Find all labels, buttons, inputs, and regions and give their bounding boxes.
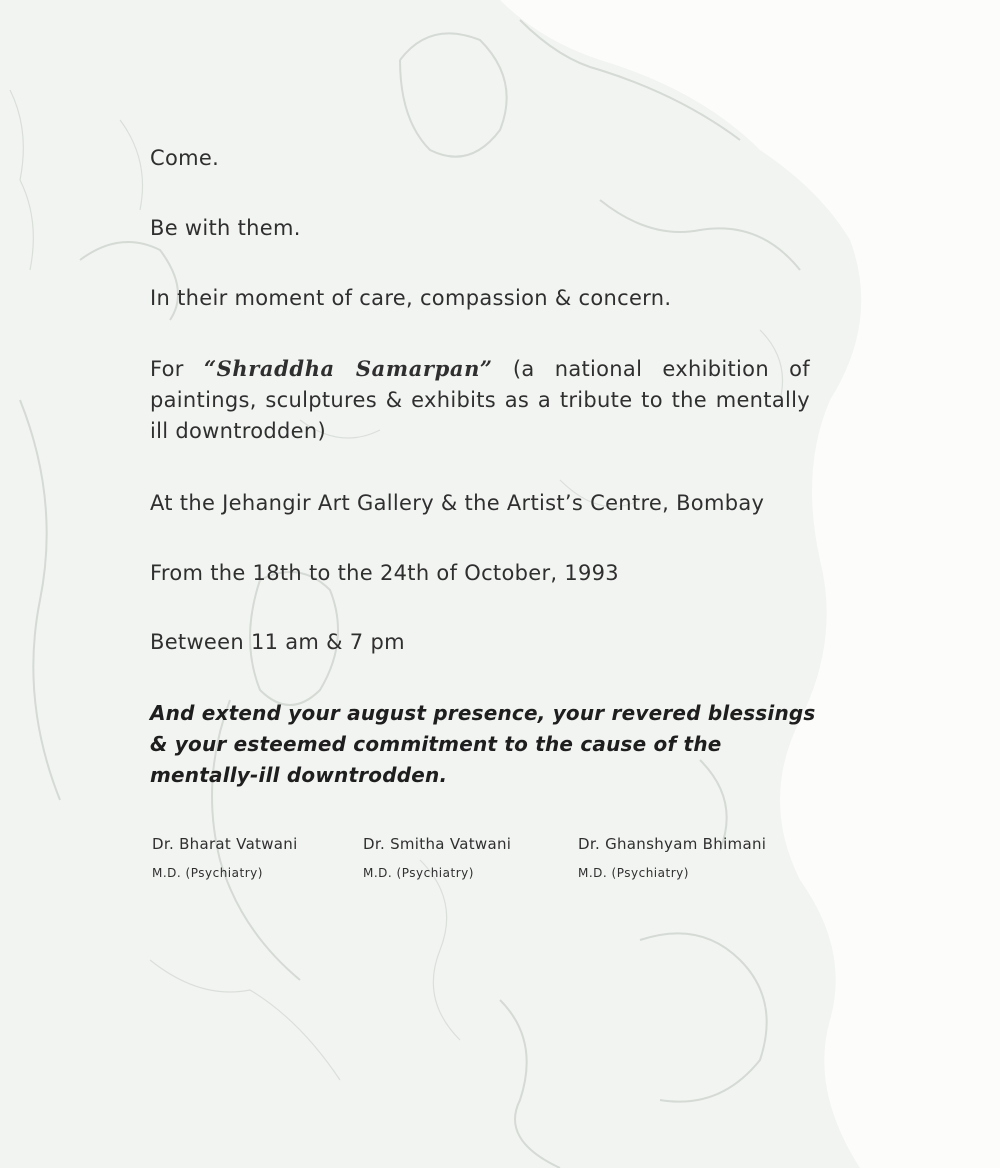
exhibition-subtitle: (a national exhibition of paintings, sculptures & exhibits as a tribute to the mentally ill downtrodden) — [150, 357, 810, 443]
line-come: Come. — [150, 146, 220, 170]
signatory-degree: M.D. (Psychiatry) — [152, 866, 263, 880]
signatory-degree: M.D. (Psychiatry) — [578, 866, 689, 880]
signatory-name: Dr. Ghanshyam Bhimani — [578, 835, 767, 853]
signatory-name: Dr. Bharat Vatwani — [152, 835, 298, 853]
line-moment-of-care: In their moment of care, compassion & concern. — [150, 286, 672, 310]
time-line: Between 11 am & 7 pm — [150, 630, 405, 654]
venue-line: At the Jehangir Art Gallery & the Artist’s Centre, Bombay — [150, 491, 765, 515]
signatory-degree: M.D. (Psychiatry) — [363, 866, 474, 880]
exhibition-description — [150, 353, 810, 447]
line-be-with-them: Be with them. — [150, 216, 301, 240]
dates-line: From the 18th to the 24th of October, 1993 — [150, 561, 619, 585]
signatory-name: Dr. Smitha Vatwani — [363, 835, 512, 853]
signatory — [578, 834, 766, 881]
signatory — [152, 834, 298, 881]
appeal-paragraph: And extend your august presence, your revered blessings & your esteemed commitment to the cause of the mentally-ill downtrodden. — [150, 701, 816, 787]
signatory — [363, 834, 511, 881]
exhibition-title: “Shraddha Samarpan” — [203, 356, 493, 381]
for-prefix: For — [150, 357, 204, 381]
